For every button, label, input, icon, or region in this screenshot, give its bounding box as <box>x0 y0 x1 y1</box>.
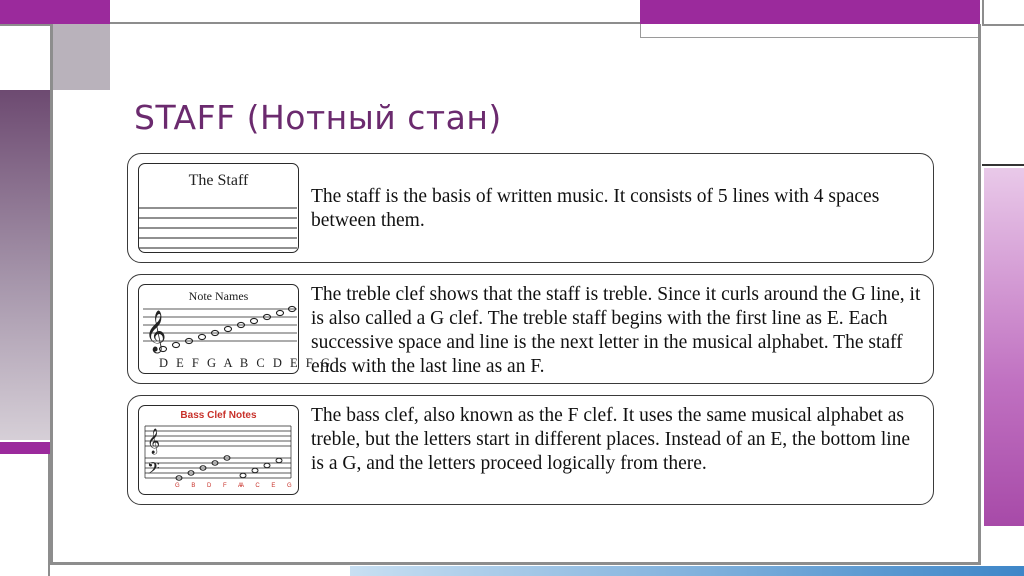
left-grey-block <box>52 24 110 90</box>
treble-image-caption: Note Names <box>188 289 249 303</box>
right-pink-gradient-bar <box>984 168 1024 526</box>
top-right-corner-block <box>982 0 1024 24</box>
bass-image <box>138 405 299 495</box>
treble-note-letters: D E F G A B C D E F G <box>159 356 333 370</box>
frame-right-border <box>978 24 981 564</box>
frame-bottom-border <box>50 562 981 565</box>
left-purple-accent-line <box>0 442 50 454</box>
bass-note-letters-left: G B D F A <box>175 483 248 489</box>
top-left-outline-band <box>110 0 640 24</box>
right-mid-line <box>982 164 1024 166</box>
bass-description: The bass clef, also known as the F clef. It uses the same musical alphabet as treble, but the letters start in different places. Instead of an E, the bottom line is a G, and the letters proceed logically from there. <box>311 405 911 474</box>
left-thin-line <box>0 24 52 26</box>
treble-description: The treble clef shows that the staff is treble. Since it curls around the G line, it is also called a G clef. The treble staff begins with the first line as E. Each successive space and line is the next letter in the musical alphabet. The staff ends with the last line as an F. <box>311 284 921 377</box>
svg-text:𝄞: 𝄞 <box>145 311 167 352</box>
bass-staff-graphic <box>139 406 297 494</box>
top-right-outline <box>640 24 980 38</box>
svg-text:𝄞: 𝄞 <box>147 429 161 454</box>
staff-image <box>138 163 299 253</box>
staff-description: The staff is the basis of written music. It consists of 5 lines with 4 spaces between them. <box>311 186 880 231</box>
treble-image <box>138 284 333 374</box>
bass-note-letters-right: A C E G <box>240 483 297 489</box>
staff-lines-graphic <box>139 164 297 252</box>
staff-image-caption: The Staff <box>188 172 249 189</box>
frame-left-border <box>50 24 53 564</box>
left-grey-bottom <box>0 454 50 576</box>
bottom-blue-gradient-band <box>350 566 1024 576</box>
top-right-purple-band <box>640 0 980 24</box>
right-top-line <box>982 24 1024 26</box>
slide-title: STAFF (Нотный стан) <box>134 98 502 137</box>
top-left-purple-band <box>0 0 110 24</box>
bass-image-caption: Bass Clef Notes <box>180 410 257 421</box>
left-purple-gradient-bar <box>0 90 50 440</box>
svg-text:𝄢: 𝄢 <box>147 458 160 482</box>
